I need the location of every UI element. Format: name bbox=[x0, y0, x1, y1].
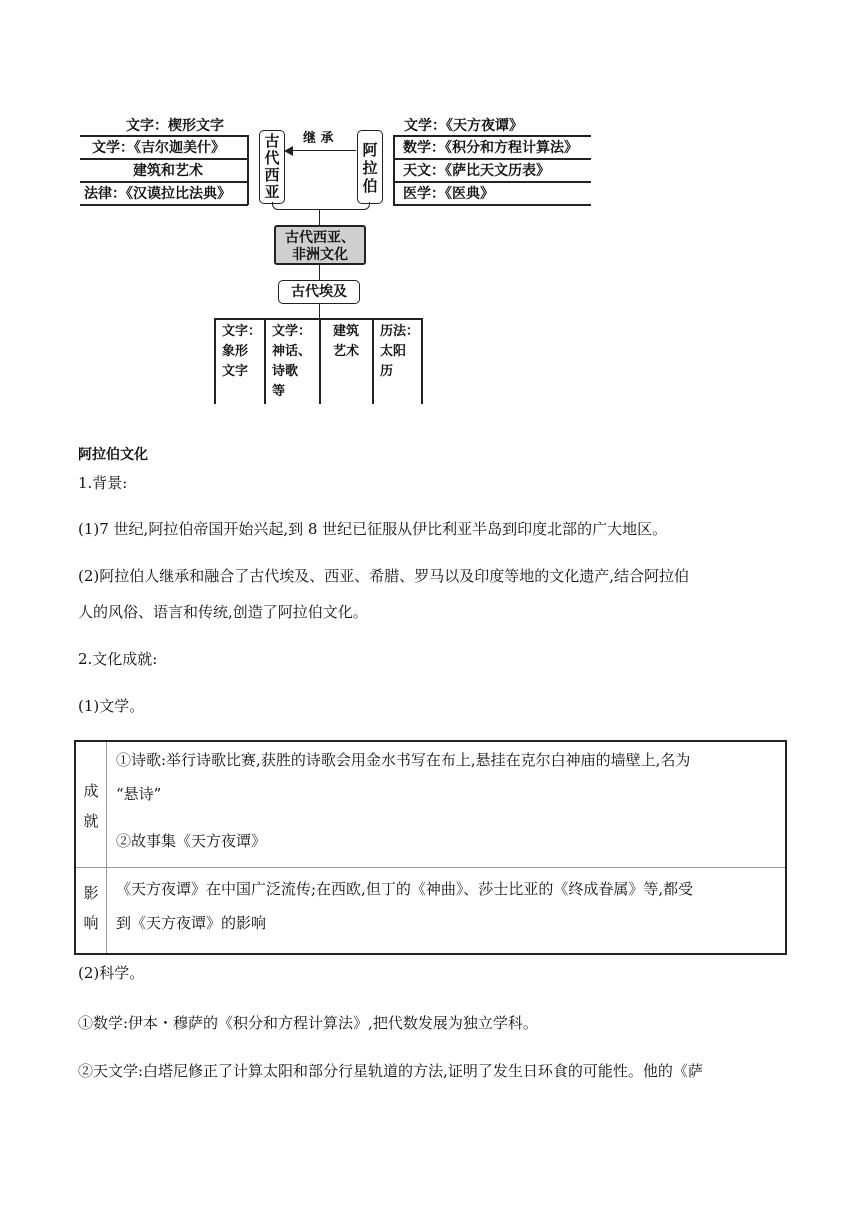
egypt-calendar-l3: 历 bbox=[380, 364, 394, 379]
left-item-writing: 文字：楔形文字 bbox=[126, 118, 224, 134]
row-achievement-line1: ①诗歌:举行诗歌比赛,获胜的诗歌会用金水书写在布上,悬挂在克尔白神庙的墙壁上,名为 bbox=[116, 751, 691, 769]
right-item-literature: 文学：《天方夜谭》 bbox=[404, 118, 523, 134]
right-item-astronomy: 天文：《萨比天文历表》 bbox=[403, 163, 550, 179]
arab-label: 阿拉伯 bbox=[362, 141, 378, 195]
egypt-architecture-l2: 艺术 bbox=[333, 344, 360, 359]
center-culture-box bbox=[274, 225, 366, 265]
egypt-literature-l1: 文学： bbox=[272, 324, 312, 339]
astronomy-line: ②天文学:白塔尼修正了计算太阳和部分行星轨道的方法,证明了发生日环食的可能性。他的《萨 bbox=[78, 1062, 703, 1080]
row-achievement-line2: “悬诗” bbox=[116, 785, 162, 803]
egypt-item-literature bbox=[272, 322, 312, 402]
row-influence-label: 影响 bbox=[83, 884, 99, 932]
paragraph-2-line2: 人的风俗、语言和传统,创造了阿拉伯文化。 bbox=[78, 603, 368, 621]
literature-table bbox=[74, 740, 787, 955]
egypt-item-writing bbox=[222, 322, 262, 382]
paragraph-1: (1)7 世纪,阿拉伯帝国开始兴起,到 8 世纪已征服从伊比利亚半岛到印度北部的广大地区。 bbox=[78, 520, 668, 538]
row-achievement-line3: ②故事集《天方夜谭》 bbox=[116, 832, 267, 850]
egypt-box: 古代埃及 bbox=[278, 280, 360, 304]
egypt-writing-l1: 文字： bbox=[222, 324, 262, 339]
bracket bbox=[272, 202, 370, 210]
science-title: (2)科学。 bbox=[78, 964, 145, 982]
row-achievement-label: 成就 bbox=[83, 782, 99, 830]
arab-box bbox=[357, 130, 383, 204]
math-line: ①数学:伊本・穆萨的《积分和方程计算法》,把代数发展为独立学科。 bbox=[78, 1014, 538, 1032]
background-title: 1.背景: bbox=[78, 474, 128, 492]
egypt-writing-l2: 象形 bbox=[222, 344, 249, 359]
egypt-writing-l3: 文字 bbox=[222, 364, 249, 379]
egypt-architecture-l1: 建筑 bbox=[333, 324, 360, 339]
row-influence-line2: 到《天方夜谭》的影响 bbox=[116, 914, 267, 932]
egypt-literature-l2: 神话、 bbox=[272, 344, 312, 359]
left-item-architecture: 建筑和艺术 bbox=[133, 163, 203, 179]
center-box-line1: 古代西亚、 bbox=[285, 230, 355, 246]
right-item-math: 数学：《积分和方程计算法》 bbox=[403, 140, 578, 156]
left-item-law: 法律：《汉谟拉比法典》 bbox=[84, 186, 231, 202]
paragraph-2-line1: (2)阿拉伯人继承和融合了古代埃及、西亚、希腊、罗马以及印度等地的文化遗产,结合阿拉伯 bbox=[78, 567, 690, 585]
egypt-calendar-l1: 历法： bbox=[380, 324, 420, 339]
inherit-arrow-line bbox=[290, 150, 356, 151]
achievements-title: 2.文化成就: bbox=[78, 650, 158, 668]
literature-title: (1)文学。 bbox=[78, 697, 145, 715]
section-title: 阿拉伯文化 bbox=[78, 447, 148, 463]
right-item-medicine: 医学：《医典》 bbox=[403, 186, 494, 202]
egypt-item-calendar bbox=[380, 322, 420, 382]
egypt-literature-l3: 诗歌 bbox=[272, 364, 299, 379]
egypt-item-architecture bbox=[333, 322, 373, 362]
left-item-literature: 文学：《吉尔迦美什》 bbox=[92, 140, 225, 156]
west-asia-label: 古代西亚 bbox=[264, 132, 280, 201]
west-asia-box bbox=[259, 130, 285, 204]
egypt-calendar-l2: 太阳 bbox=[380, 344, 407, 359]
inherit-label: 继 承 bbox=[303, 131, 334, 146]
egypt-literature-l4: 等 bbox=[272, 384, 286, 399]
row-influence-line1: 《天方夜谭》在中国广泛流传;在西欧,但丁的《神曲》、莎士比亚的《终成眷属》等,都受 bbox=[116, 880, 694, 898]
concept-diagram bbox=[0, 0, 860, 420]
arrow-head-icon bbox=[284, 146, 293, 156]
center-box-line2: 非洲文化 bbox=[292, 247, 348, 263]
